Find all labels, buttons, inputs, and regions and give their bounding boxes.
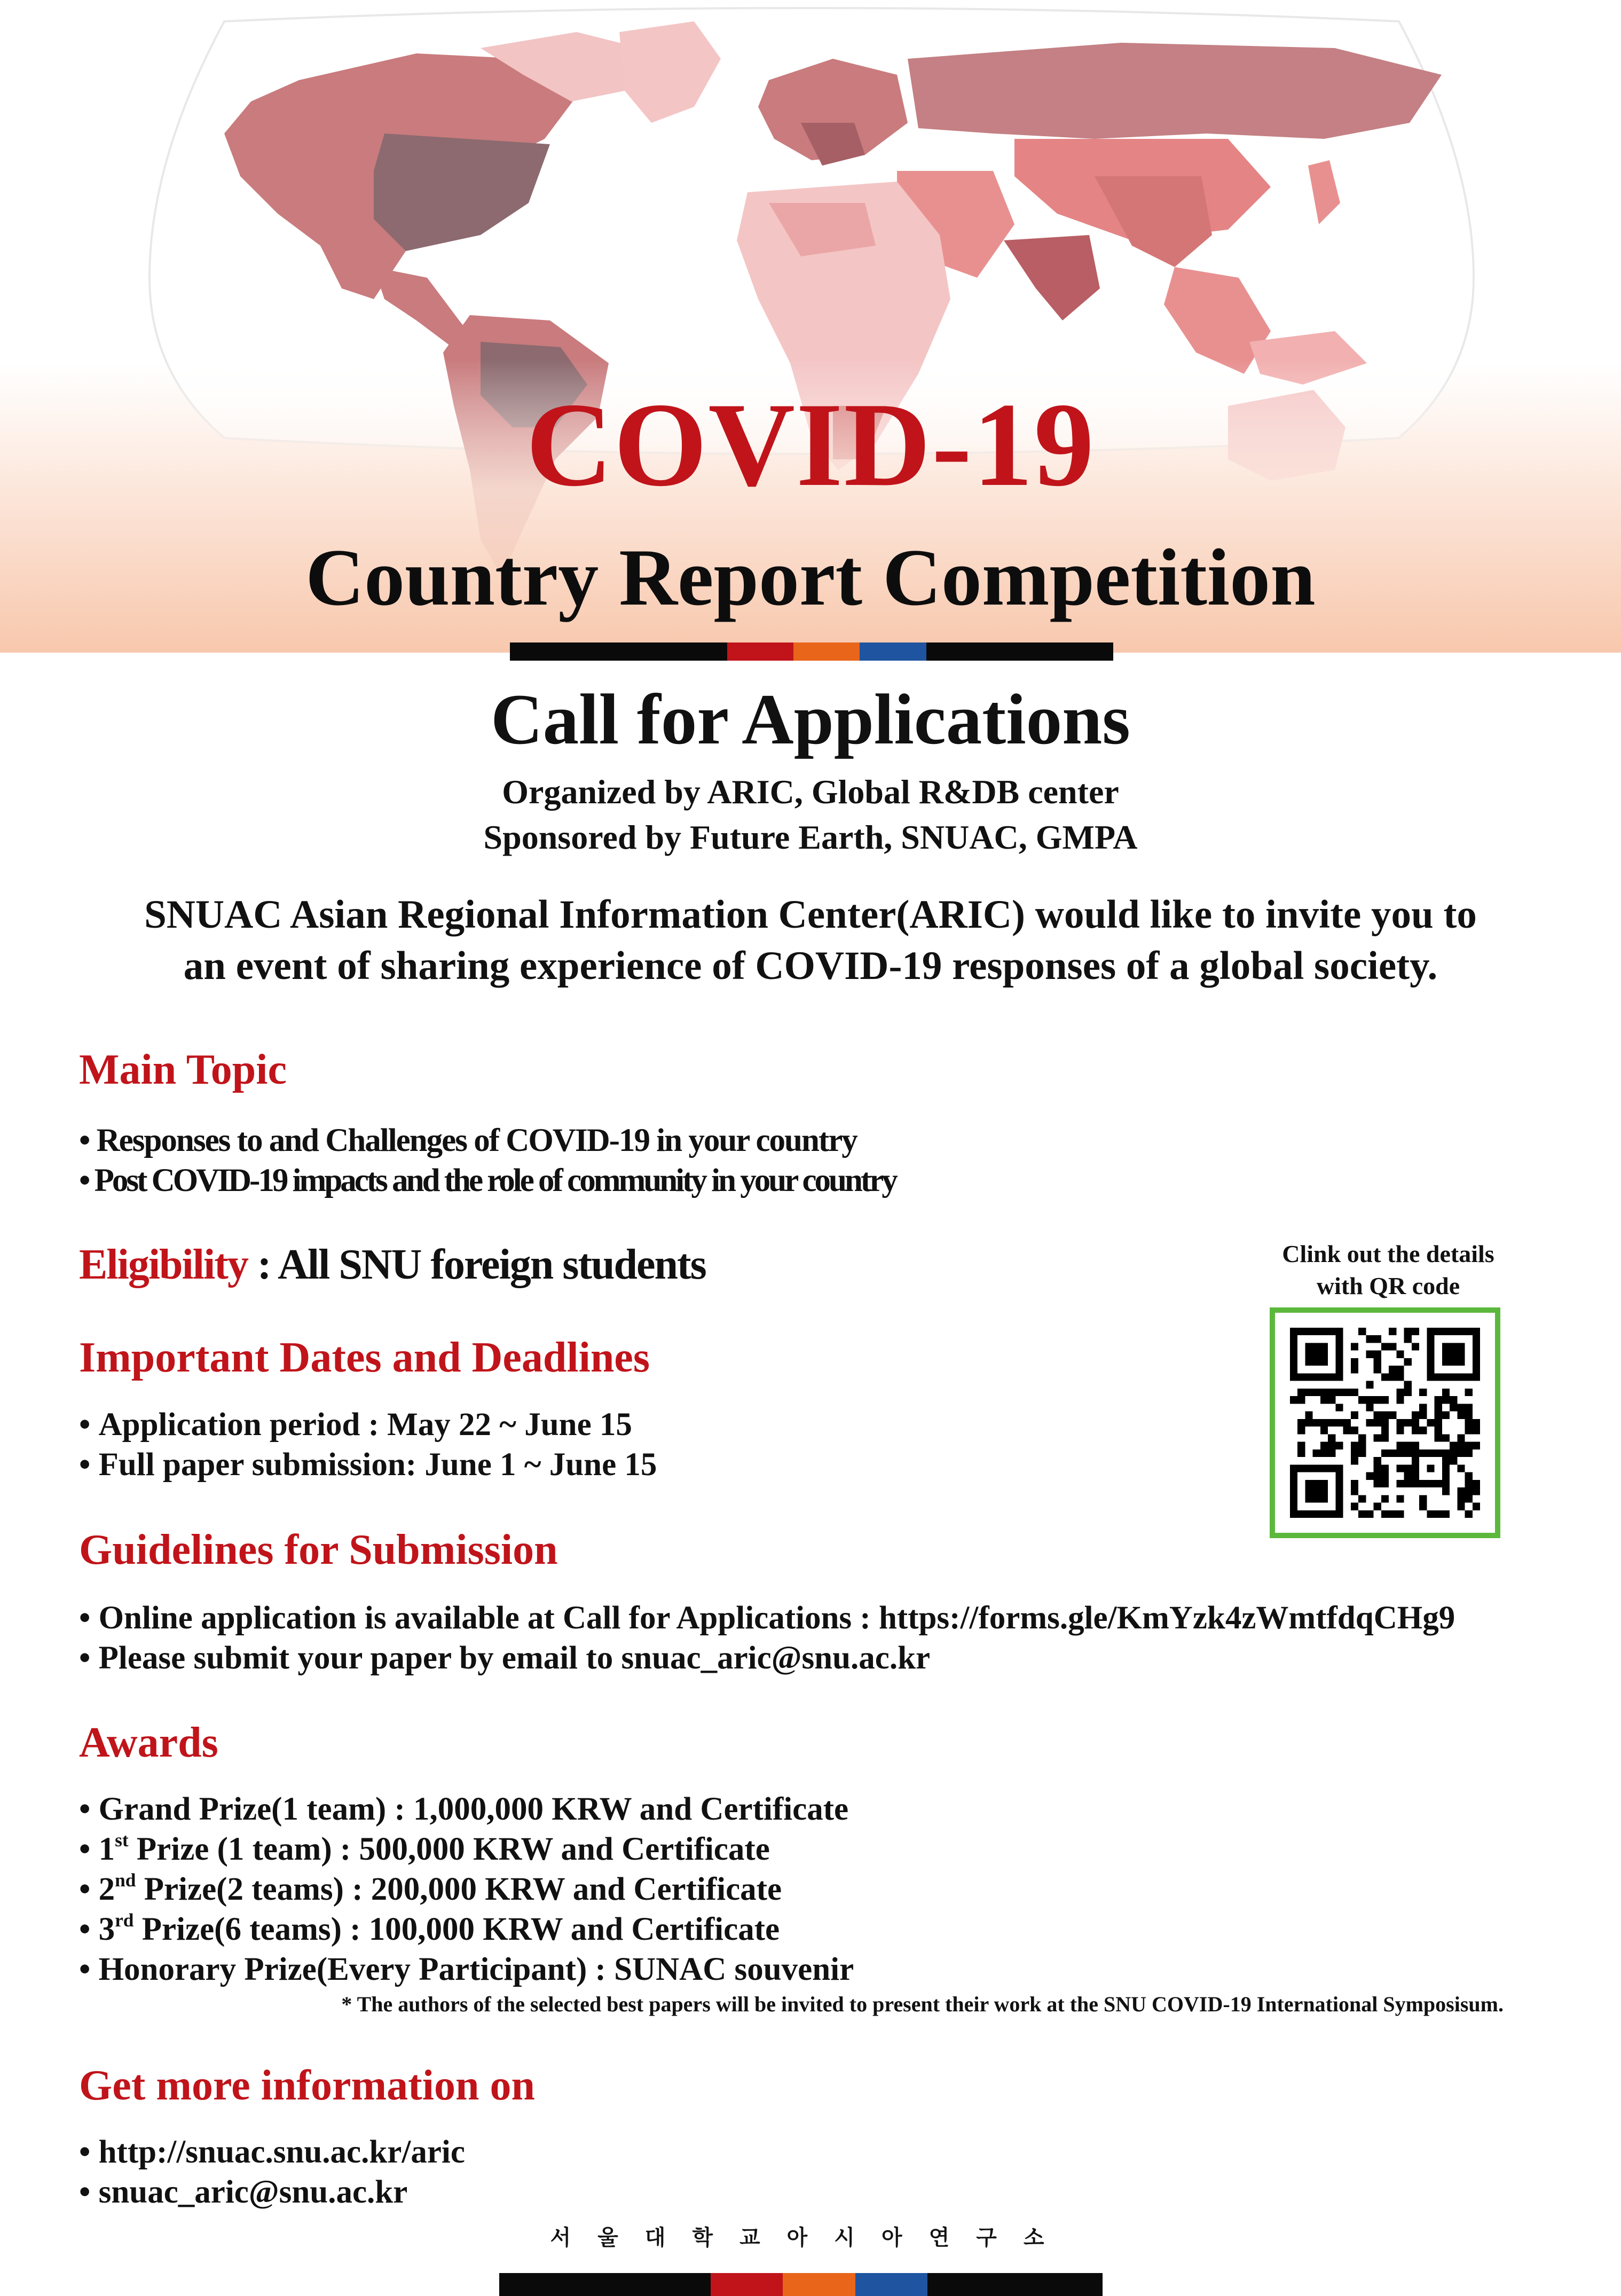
qr-caption-line: with QR code [1316, 1272, 1460, 1299]
awards-heading: Awards [79, 1719, 218, 1766]
qr-code-icon [1290, 1328, 1480, 1518]
qr-code[interactable] [1270, 1307, 1500, 1538]
award-honorary: • Honorary Prize(Every Participant) : SUNAC souvenir [79, 1949, 854, 1989]
main-topic-list [79, 1120, 896, 1201]
invitation-line: an event of sharing experience of COVID-19 responses of a global society. [183, 944, 1438, 988]
info-link[interactable]: • http://snuac.snu.ac.kr/aric [79, 2132, 465, 2172]
main-topic-heading: Main Topic [79, 1046, 287, 1093]
eligibility-label: Eligibility [79, 1241, 248, 1288]
footer-institution: 서울대학교아시아연구소 [550, 2226, 1071, 2250]
award-first: • 1st Prize (1 team) : 500,000 KRW and Certificate [79, 1829, 854, 1869]
awards-list [79, 1789, 854, 1989]
list-item: • Full paper submission: June 1 ~ June 15 [79, 1445, 657, 1485]
color-stripe-bottom [499, 2273, 1103, 2296]
guidelines-heading: Guidelines for Submission [79, 1526, 558, 1573]
guidelines-list [79, 1598, 1455, 1678]
dates-list [79, 1405, 657, 1485]
info-email[interactable]: • snuac_aric@snu.ac.kr [79, 2172, 465, 2212]
list-item: • Post COVID-19 impacts and the role of community in your country [79, 1161, 896, 1201]
dates-heading: Important Dates and Deadlines [79, 1334, 650, 1381]
call-heading: Call for Applications [491, 680, 1130, 759]
invitation-line: SNUAC Asian Regional Information Center(ARIC) would like to invite you to [144, 892, 1477, 937]
organizer-line: Organized by ARIC, Global R&DB center [502, 773, 1119, 811]
eligibility-line [79, 1243, 706, 1286]
eligibility-value: : All SNU foreign students [247, 1241, 706, 1288]
poster-title: COVID-19 [526, 378, 1095, 511]
list-item: • Please submit your paper by email to snuac_aric@snu.ac.kr [79, 1638, 1455, 1678]
award-note: * The authors of the selected best papers will be invited to present their work at the SNU COVID-19 International Symposisum. [341, 1992, 1504, 2016]
list-item: • Responses to and Challenges of COVID-19 in your country [79, 1120, 896, 1161]
award-second: • 2nd Prize(2 teams) : 200,000 KRW and Certificate [79, 1869, 854, 1909]
award-third: • 3rd Prize(6 teams) : 100,000 KRW and Certificate [79, 1909, 854, 1949]
poster-subtitle: Country Report Competition [305, 532, 1316, 622]
list-item: • Application period : May 22 ~ June 15 [79, 1405, 657, 1445]
invitation-text [64, 889, 1557, 992]
qr-caption [1244, 1238, 1532, 1302]
color-stripe-top [510, 642, 1113, 661]
award-grand: • Grand Prize(1 team) : 1,000,000 KRW and Certificate [79, 1789, 854, 1829]
qr-caption-line: Clink out the details [1282, 1240, 1494, 1267]
more-info-list [79, 2132, 465, 2212]
list-item: • Online application is available at Call for Applications : https://forms.gle/KmYzk4zWmtfdqCHg9 [79, 1598, 1455, 1638]
sponsor-line: Sponsored by Future Earth, SNUAC, GMPA [483, 818, 1138, 856]
more-info-heading: Get more information on [79, 2062, 535, 2109]
